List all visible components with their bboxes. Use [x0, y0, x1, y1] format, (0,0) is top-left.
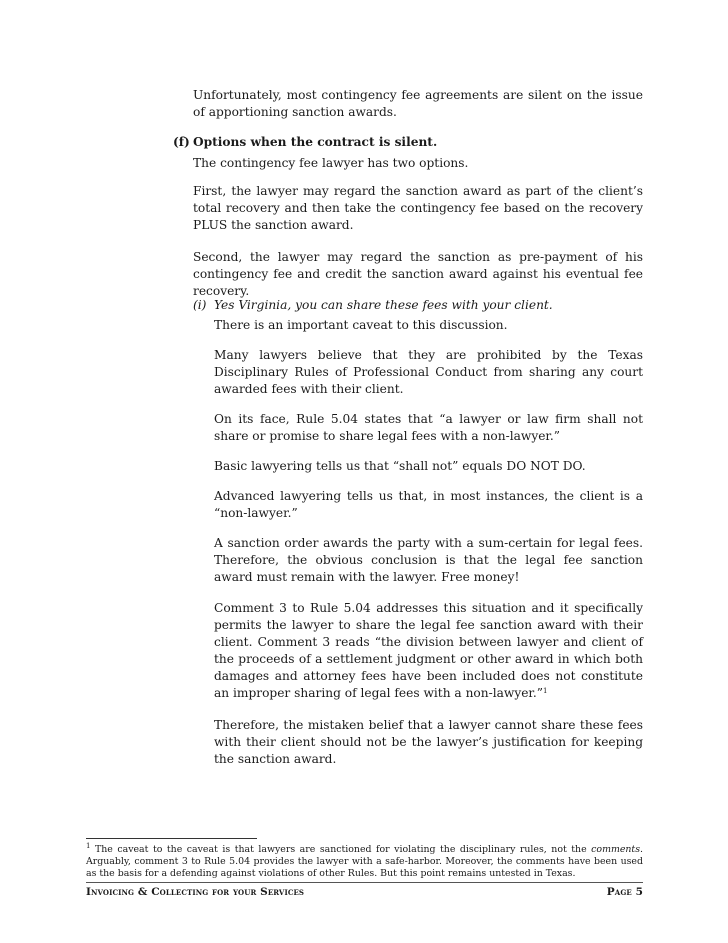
section-i-paragraph-5: Advanced lawyering tells us that, in most instances, the client is a “non-lawyer.”	[214, 489, 643, 520]
section-i-marker: (i)	[193, 298, 207, 312]
section-f-heading	[173, 134, 643, 151]
section-i-paragraph-6: A sanction order awards the party with a sum-certain for legal fees. Therefore, the obvious conclusion is that the legal fee sanction award must remain with the lawyer. Free money!	[214, 536, 643, 584]
section-i-paragraph-8: Therefore, the mistaken belief that a lawyer cannot share these fees with their client should not be the lawyer’s justification for keeping the sanction award.	[214, 718, 643, 766]
section-f-paragraph-3: Second, the lawyer may regard the sanction as pre-payment of his contingency fee and credit the sanction award against his eventual fee recovery.	[193, 250, 643, 298]
footnote	[86, 844, 643, 881]
intro-paragraph: Unfortunately, most contingency fee agreements are silent on the issue of apportioning sanction awards.	[193, 88, 643, 119]
footer-divider	[86, 882, 643, 883]
footnote-text-emphasis: comments	[591, 844, 641, 855]
footnote-text-a: The caveat to the caveat is that lawyers are sanctioned for violating the disciplinary rules, not the	[90, 844, 592, 855]
footnote-number: 1	[86, 842, 91, 850]
footer-title: Invoicing & Collecting for your Services	[86, 886, 305, 898]
section-i-title: Yes Virginia, you can share these fees with your client.	[214, 298, 553, 312]
section-i-paragraph-7-text: Comment 3 to Rule 5.04 addresses this situation and it specifically permits the lawyer to share the legal fee sanction award with their client. Comment 3 reads “the division between lawyer and client of the proceeds of a settlement judgment or other award in which both damages and attorney fees have been included does not constitute an improper sharing of legal fees with a non-lawyer.”	[214, 601, 643, 700]
section-i-paragraph-4: Basic lawyering tells us that “shall not” equals DO NOT DO.	[214, 459, 586, 473]
section-f-paragraph-1: The contingency fee lawyer has two options.	[193, 156, 469, 170]
section-i-paragraph-3: On its face, Rule 5.04 states that “a lawyer or law firm shall not share or promise to share legal fees with a non-lawyer.”	[214, 412, 643, 443]
section-f-title: Options when the contract is silent.	[193, 135, 438, 149]
section-i-paragraph-1: There is an important caveat to this discussion.	[214, 318, 508, 332]
section-i-paragraph-7	[214, 600, 643, 702]
footer-page-number: Page 5	[606, 886, 643, 898]
footnote-separator	[86, 838, 257, 839]
section-i-heading	[193, 297, 643, 314]
footnote-reference: 1	[543, 687, 548, 695]
footnote-text-b: . Arguably, comment 3 to Rule 5.04 provides the lawyer with a safe-harbor. Moreover, the comments have been used as the basis for a defending against violations of other Rules. But this point remains untested in Texas.	[86, 844, 643, 880]
section-i-paragraph-2: Many lawyers believe that they are prohibited by the Texas Disciplinary Rules of Professional Conduct from sharing any court awarded fees with their client.	[214, 348, 643, 396]
section-f-marker: (f)	[173, 135, 190, 149]
section-f-paragraph-2: First, the lawyer may regard the sanction award as part of the client’s total recovery and then take the contingency fee based on the recovery PLUS the sanction award.	[193, 184, 643, 232]
